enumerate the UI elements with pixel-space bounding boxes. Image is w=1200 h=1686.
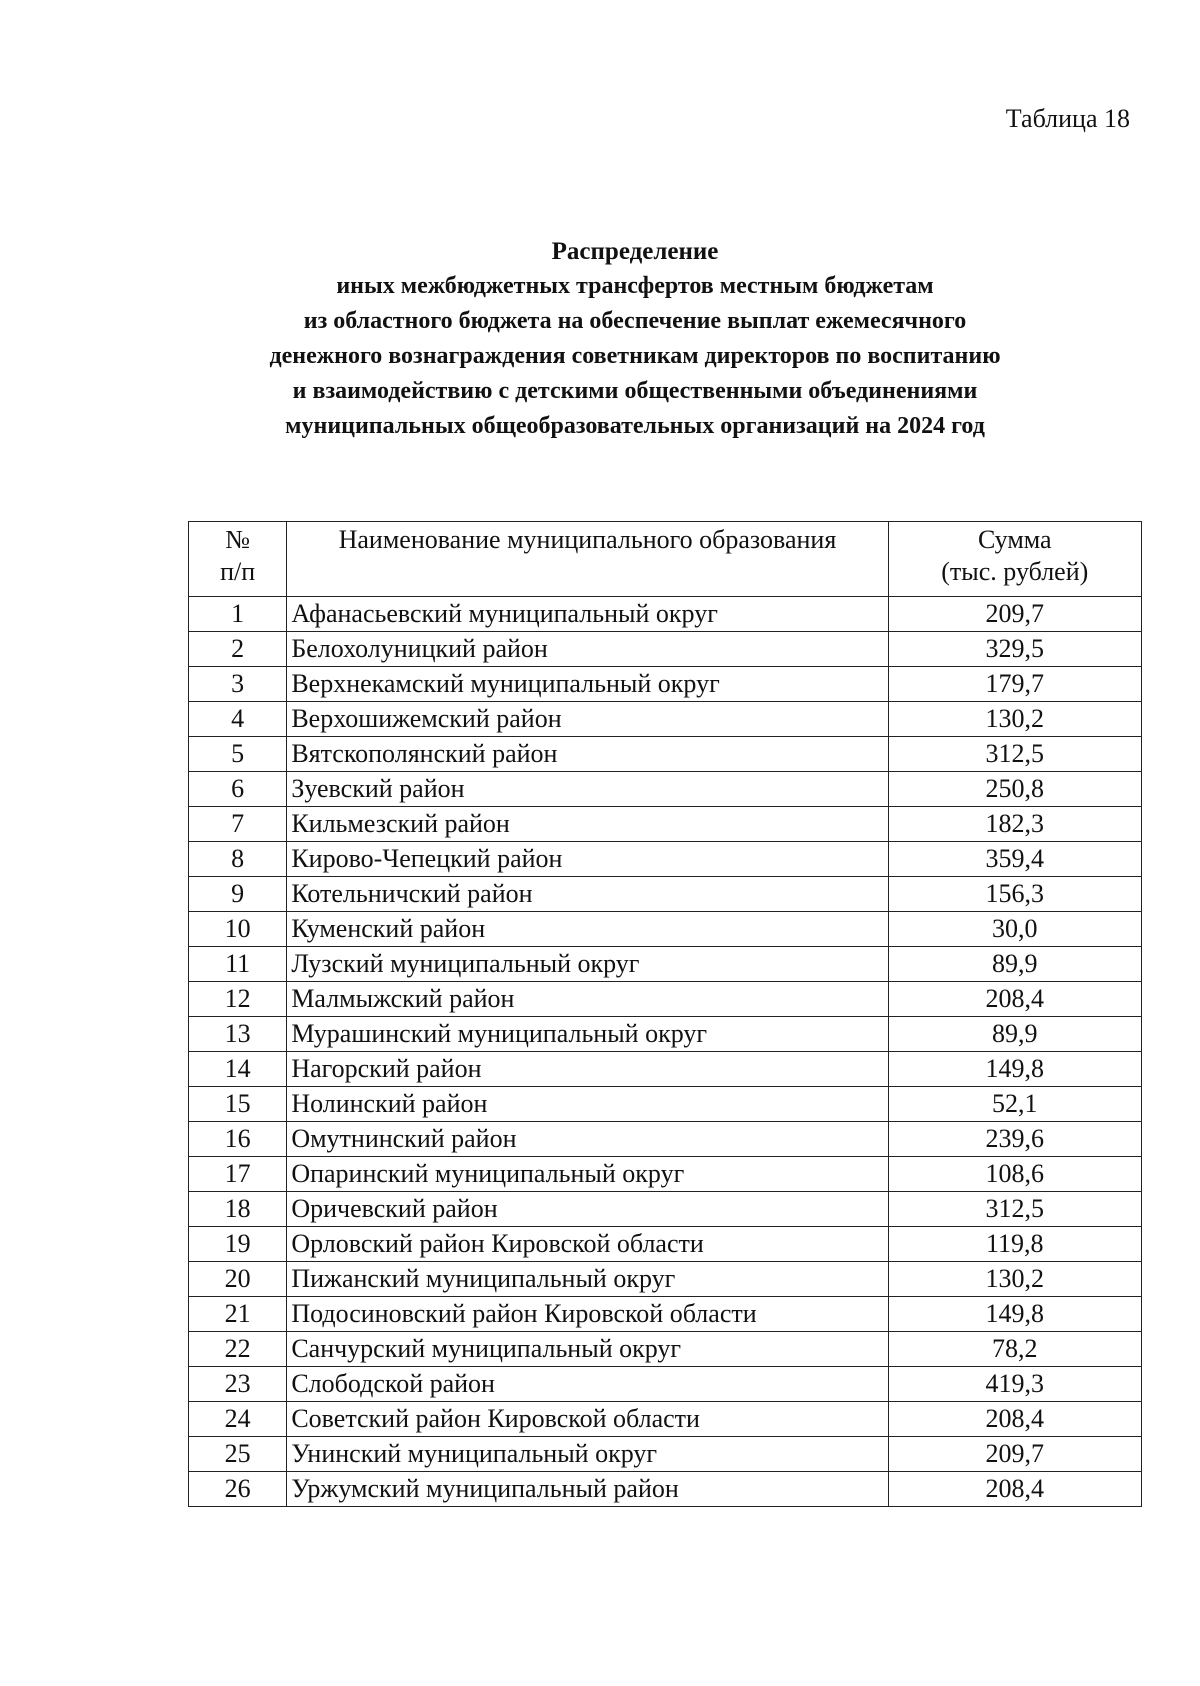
row-number: 19 <box>189 1227 287 1262</box>
table-row <box>189 702 1142 737</box>
row-number: 6 <box>189 772 287 807</box>
table-row <box>189 807 1142 842</box>
table-row <box>189 1402 1142 1437</box>
row-amount: 419,3 <box>888 1367 1141 1402</box>
row-number: 13 <box>189 1017 287 1052</box>
header-number-abbr: п/п <box>220 557 256 586</box>
row-municipality-name: Афанасьевский муниципальный округ <box>287 597 888 632</box>
title-line: и взаимодействию с детскими общественными объединениями <box>292 378 978 404</box>
table-row <box>189 1297 1142 1332</box>
row-number: 9 <box>189 877 287 912</box>
row-municipality-name: Подосиновский район Кировской области <box>287 1297 888 1332</box>
table-row <box>189 1227 1142 1262</box>
table-row <box>189 772 1142 807</box>
row-number: 15 <box>189 1087 287 1122</box>
row-municipality-name: Зуевский район <box>287 772 888 807</box>
row-amount: 209,7 <box>888 1437 1141 1472</box>
row-municipality-name: Нагорский район <box>287 1052 888 1087</box>
row-amount: 239,6 <box>888 1122 1141 1157</box>
row-municipality-name: Куменский район <box>287 912 888 947</box>
row-amount: 209,7 <box>888 597 1141 632</box>
table-row <box>189 1087 1142 1122</box>
row-amount: 250,8 <box>888 772 1141 807</box>
row-amount: 89,9 <box>888 947 1141 982</box>
row-number: 3 <box>189 667 287 702</box>
table-header-row <box>189 522 1142 597</box>
table-row <box>189 1157 1142 1192</box>
table-row <box>189 1192 1142 1227</box>
title-line: иных межбюджетных трансфертов местным бюджетам <box>336 273 934 299</box>
table-body <box>189 597 1142 1507</box>
row-number: 8 <box>189 842 287 877</box>
row-municipality-name: Мурашинский муниципальный округ <box>287 1017 888 1052</box>
row-number: 5 <box>189 737 287 772</box>
title-line: из областного бюджета на обеспечение выплат ежемесячного <box>303 308 967 334</box>
row-number: 7 <box>189 807 287 842</box>
row-number: 18 <box>189 1192 287 1227</box>
row-number: 16 <box>189 1122 287 1157</box>
table-row <box>189 1017 1142 1052</box>
table-row <box>189 1472 1142 1507</box>
row-municipality-name: Котельничский район <box>287 877 888 912</box>
row-number: 4 <box>189 702 287 737</box>
row-municipality-name: Омутнинский район <box>287 1122 888 1157</box>
row-number: 21 <box>189 1297 287 1332</box>
row-municipality-name: Кирово-Чепецкий район <box>287 842 888 877</box>
row-amount: 119,8 <box>888 1227 1141 1262</box>
row-amount: 312,5 <box>888 1192 1141 1227</box>
table-row <box>189 1367 1142 1402</box>
row-municipality-name: Белохолуницкий район <box>287 632 888 667</box>
row-amount: 208,4 <box>888 982 1141 1017</box>
row-amount: 208,4 <box>888 1472 1141 1507</box>
table-row <box>189 877 1142 912</box>
row-number: 11 <box>189 947 287 982</box>
row-municipality-name: Опаринский муниципальный округ <box>287 1157 888 1192</box>
row-municipality-name: Нолинский район <box>287 1087 888 1122</box>
row-amount: 359,4 <box>888 842 1141 877</box>
title-line: денежного вознаграждения советникам директоров по воспитанию <box>269 343 1001 369</box>
row-municipality-name: Советский район Кировской области <box>287 1402 888 1437</box>
document-title <box>0 234 1200 444</box>
header-number <box>189 522 287 597</box>
table-row <box>189 1052 1142 1087</box>
row-number: 22 <box>189 1332 287 1367</box>
table-row <box>189 947 1142 982</box>
row-number: 10 <box>189 912 287 947</box>
row-municipality-name: Верхошижемский район <box>287 702 888 737</box>
table-number-label: Таблица 18 <box>1005 104 1130 133</box>
table-row <box>189 632 1142 667</box>
table-row <box>189 1437 1142 1472</box>
table-row <box>189 842 1142 877</box>
row-amount: 182,3 <box>888 807 1141 842</box>
header-sum-title: Сумма <box>977 525 1052 554</box>
header-sum-unit: (тыс. рублей) <box>941 557 1089 586</box>
row-number: 23 <box>189 1367 287 1402</box>
row-number: 14 <box>189 1052 287 1087</box>
row-number: 2 <box>189 632 287 667</box>
row-municipality-name: Лузский муниципальный округ <box>287 947 888 982</box>
row-amount: 130,2 <box>888 1262 1141 1297</box>
row-amount: 208,4 <box>888 1402 1141 1437</box>
row-amount: 156,3 <box>888 877 1141 912</box>
row-municipality-name: Вятскополянский район <box>287 737 888 772</box>
row-amount: 179,7 <box>888 667 1141 702</box>
row-number: 25 <box>189 1437 287 1472</box>
row-municipality-name: Слободской район <box>287 1367 888 1402</box>
row-municipality-name: Малмыжский район <box>287 982 888 1017</box>
table-row <box>189 1262 1142 1297</box>
row-number: 24 <box>189 1402 287 1437</box>
row-municipality-name: Кильмезский район <box>287 807 888 842</box>
row-municipality-name: Пижанский муниципальный округ <box>287 1262 888 1297</box>
row-number: 1 <box>189 597 287 632</box>
row-municipality-name: Унинский муниципальный округ <box>287 1437 888 1472</box>
table-row <box>189 1122 1142 1157</box>
row-amount: 312,5 <box>888 737 1141 772</box>
row-amount: 89,9 <box>888 1017 1141 1052</box>
title-line: муниципальных общеобразовательных организаций на 2024 год <box>285 413 985 439</box>
row-amount: 78,2 <box>888 1332 1141 1367</box>
row-amount: 149,8 <box>888 1052 1141 1087</box>
table-row <box>189 667 1142 702</box>
row-municipality-name: Уржумский муниципальный район <box>287 1472 888 1507</box>
row-number: 20 <box>189 1262 287 1297</box>
header-sum <box>888 522 1141 597</box>
row-municipality-name: Оричевский район <box>287 1192 888 1227</box>
row-municipality-name: Верхнекамский муниципальный округ <box>287 667 888 702</box>
row-municipality-name: Орловский район Кировской области <box>287 1227 888 1262</box>
row-amount: 52,1 <box>888 1087 1141 1122</box>
table-row <box>189 1332 1142 1367</box>
row-amount: 130,2 <box>888 702 1141 737</box>
row-number: 12 <box>189 982 287 1017</box>
table-row <box>189 982 1142 1017</box>
header-name: Наименование муниципального образования <box>287 522 888 597</box>
table-row <box>189 737 1142 772</box>
row-number: 17 <box>189 1157 287 1192</box>
row-amount: 108,6 <box>888 1157 1141 1192</box>
table-row <box>189 597 1142 632</box>
table-row <box>189 912 1142 947</box>
budget-distribution-table <box>188 521 1142 1507</box>
row-amount: 30,0 <box>888 912 1141 947</box>
row-amount: 149,8 <box>888 1297 1141 1332</box>
title-line: Распределение <box>551 238 719 265</box>
header-number-symbol: № <box>225 525 251 554</box>
row-municipality-name: Санчурский муниципальный округ <box>287 1332 888 1367</box>
row-amount: 329,5 <box>888 632 1141 667</box>
row-number: 26 <box>189 1472 287 1507</box>
